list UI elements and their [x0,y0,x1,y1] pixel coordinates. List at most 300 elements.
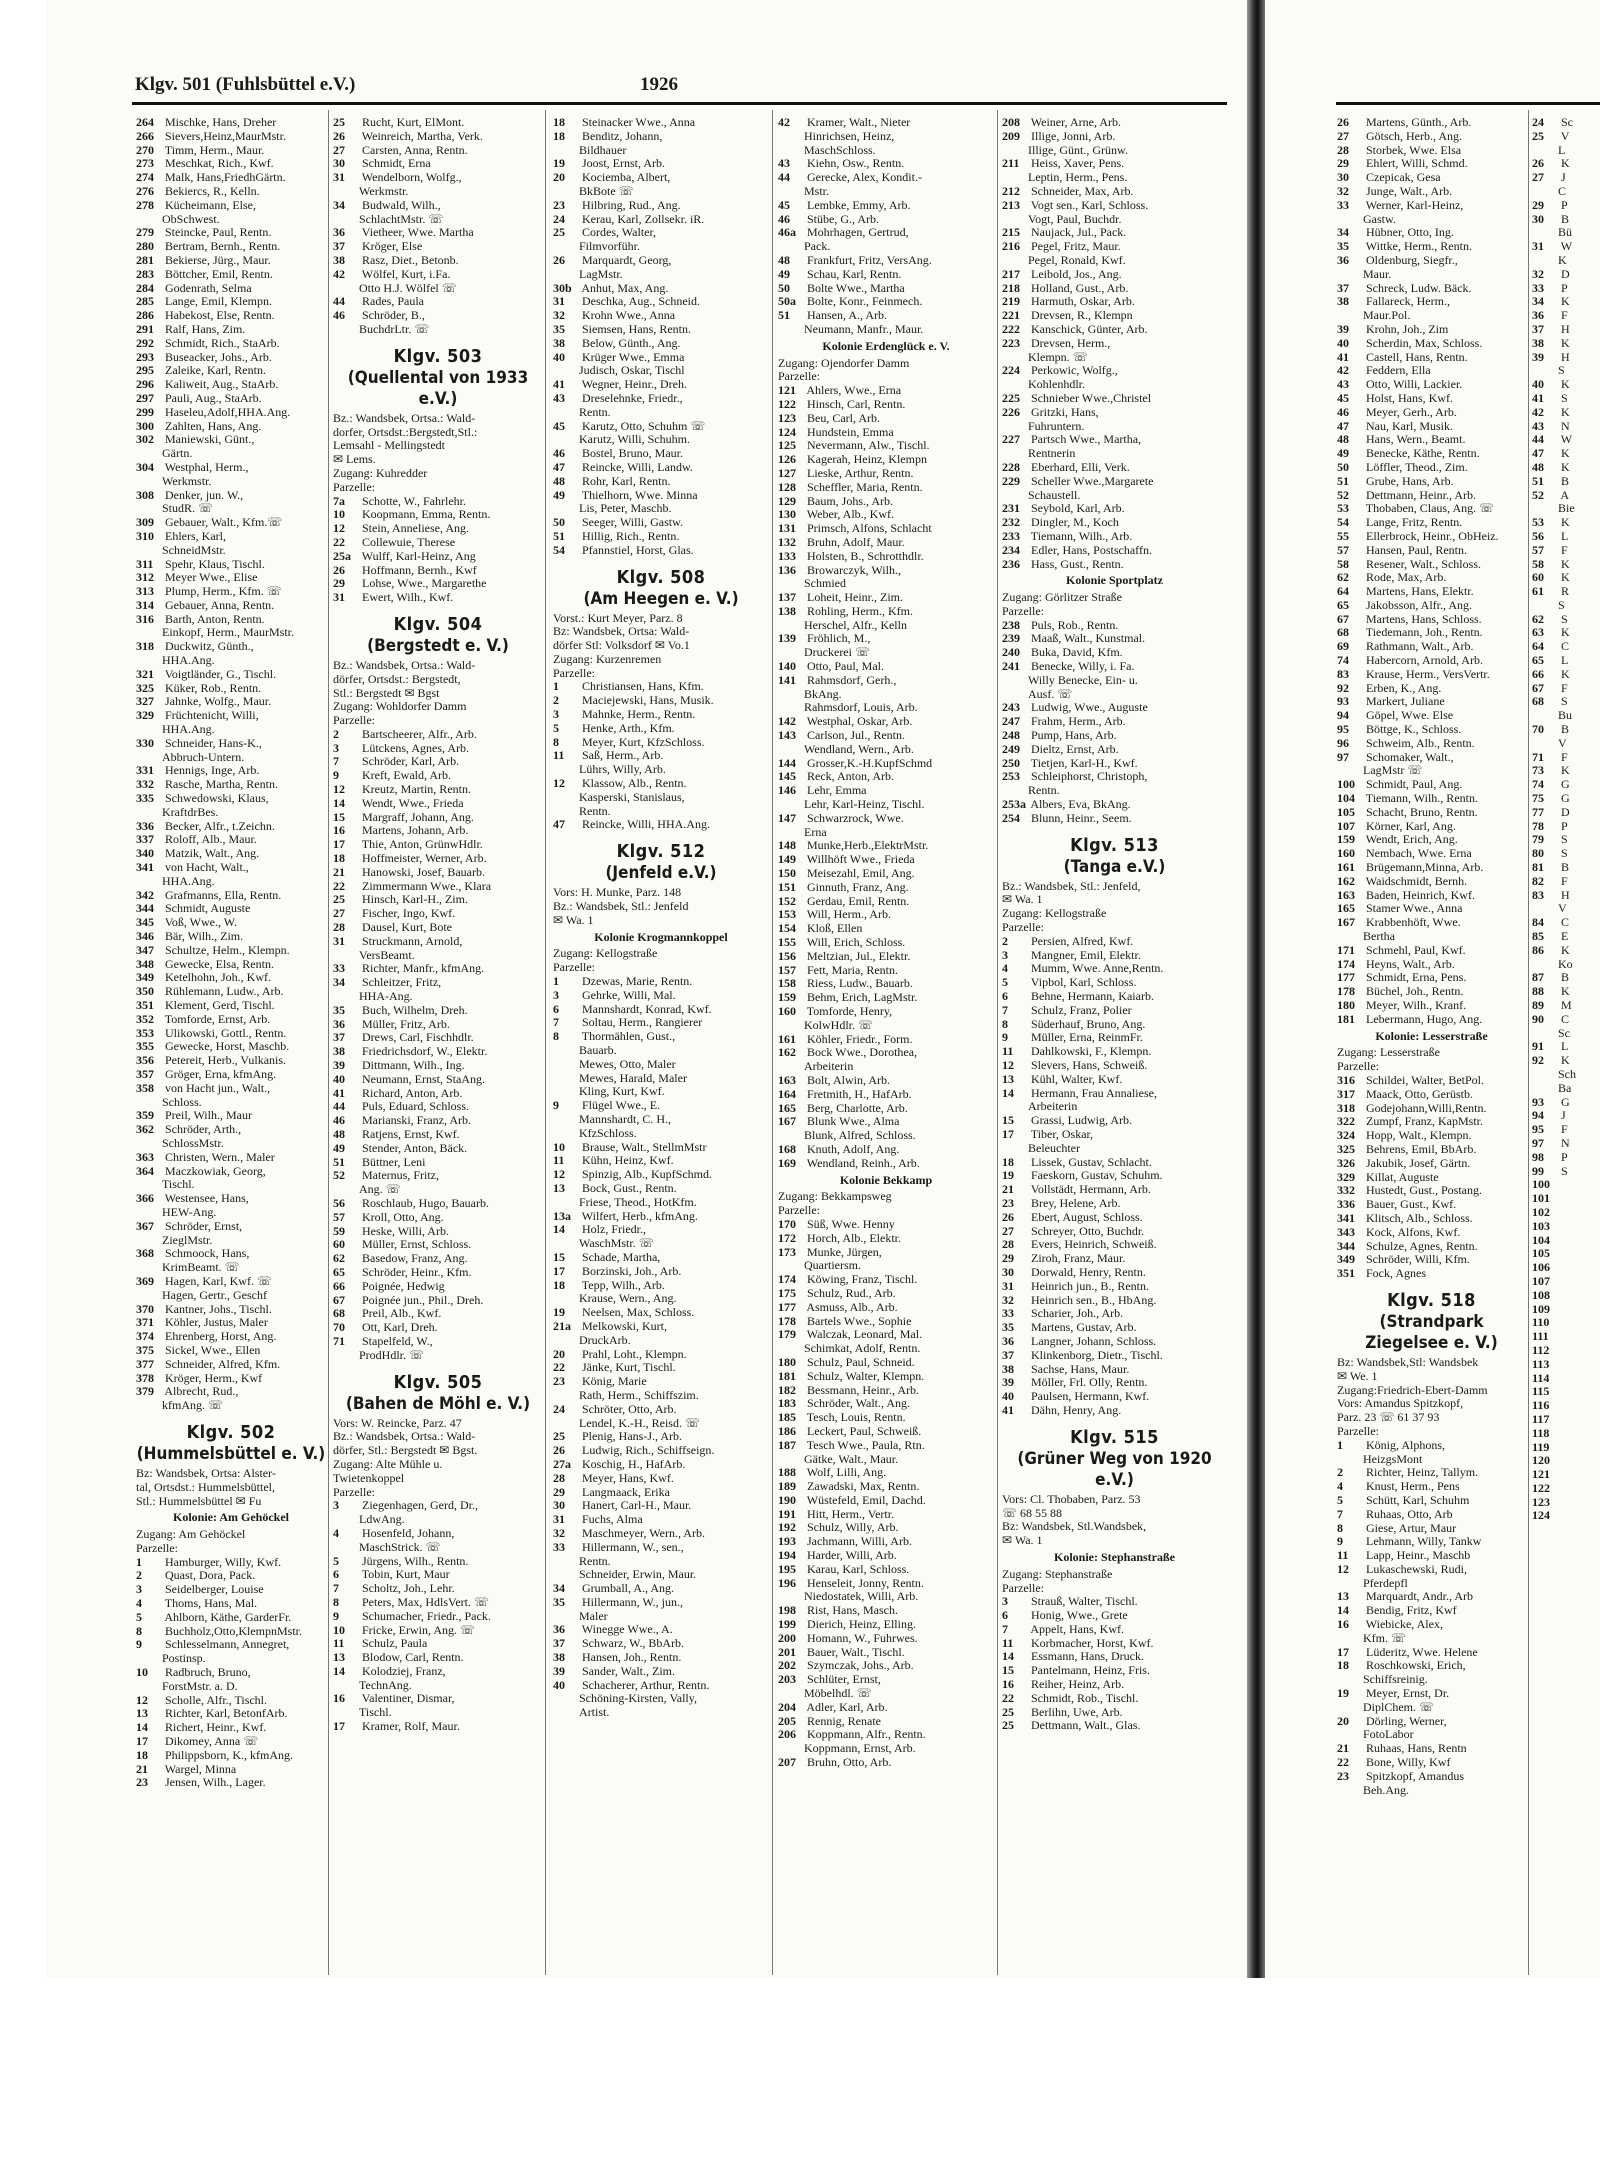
list-item [1337,1687,1526,1701]
list-item [553,1030,769,1044]
list-item [1337,820,1526,834]
list-item [553,1016,769,1030]
plot-number: 21 [1002,1183,1014,1197]
tenant-text: Körner, Karl, Ang. [1363,819,1456,833]
list-item [333,921,543,935]
list-item [553,680,769,694]
list-item [1532,282,1592,296]
plot-number: 13 [1002,1072,1014,1086]
list-item [333,1018,543,1032]
list-item [553,1182,769,1196]
tenant-text: Marquardt, Andr., Arb [1363,1590,1473,1604]
tenant-text: Nevermann, Alw., Tischl. [804,439,930,453]
list-item-continuation: Druckerei ☏ [804,646,870,660]
plot-number: 68 [1532,695,1544,709]
plot-number: 46 [333,309,345,323]
tenant-text: C [1558,1012,1570,1026]
plot-number: 190 [778,1493,796,1507]
list-item [553,1541,769,1555]
tenant-text: Reincke, Willi, HHA.Ang. [579,818,710,832]
list-item [1002,1169,1227,1183]
plot-number: 228 [1002,460,1020,474]
tenant-text: Kociemba, Albert, [579,171,671,185]
plot-number: 16 [333,1692,345,1706]
plot-number: 43 [778,157,790,171]
list-item [333,880,543,894]
tenant-text: Horch, Alb., Elektr. [804,1231,901,1245]
list-item [553,1472,769,1486]
tenant-text: Scherdin, Max, Schloss. [1363,336,1483,350]
plot-number: 10 [333,1623,345,1637]
plot-number: 40 [1337,336,1349,350]
plot-number: 88 [1532,985,1544,999]
plot-number: 11 [1337,1549,1349,1563]
list-item [136,1192,326,1206]
list-item [333,838,543,852]
plot-number: 75 [1532,792,1544,806]
tenant-text: L [1558,1040,1569,1054]
plot-number: 5 [333,1554,339,1568]
plot-number: 147 [778,811,796,825]
tenant-text: Bartels Wwe., Sophie [804,1314,912,1328]
tenant-text: K [1558,667,1570,681]
plot-number: 181 [778,1369,796,1383]
list-item [333,1321,543,1335]
list-item [136,1385,326,1399]
tenant-text: Willhöft Wwe., Frieda [804,853,915,867]
tenant-text: Kerau, Karl, Zollsekr. iR. [579,212,705,226]
plot-number: 378 [136,1371,154,1385]
list-item [1002,1706,1227,1720]
plot-number: 216 [1002,240,1020,254]
list-item [136,682,326,696]
list-item [136,295,326,309]
tenant-text: Scheller Wwe.,Margarete [1028,474,1154,488]
list-item [778,1701,994,1715]
plot-number: 331 [136,764,154,778]
plot-number: 1 [136,1555,142,1569]
list-item [778,1315,994,1329]
club-info-line: Twietenkoppel [333,1471,405,1485]
plot-number: 115 [1532,1385,1550,1399]
list-item-continuation: Schöning-Kirsten, Vally, [579,1692,697,1706]
tenant-text: Browarczyk, Wilh., [804,563,901,577]
tenant-text: Haseleu,Adolf,HHA.Ang. [162,405,291,419]
tenant-text: Heinrich jun., B., Rentn. [1028,1279,1149,1293]
tenant-text: Hoffmann, Bernh., Kwf [359,563,477,577]
tenant-text: Hillermann, W., sen., [579,1540,684,1554]
plot-number: 23 [1002,1196,1014,1210]
tenant-text: Jahnke, Wolfg., Maur. [162,695,272,709]
plot-number: 46 [333,1114,345,1128]
list-item [553,1306,769,1320]
club-info-line: Vors: H. Munke, Parz. 148 [553,886,682,900]
list-item [1532,654,1592,668]
plot-number: 8 [553,1030,559,1044]
tenant-text: Schneider, Alfred, Kfm. [162,1357,281,1371]
list-item [778,268,994,282]
list-item-continuation: S [1558,364,1565,378]
tenant-text: Partsch Wwe., Martha, [1028,433,1142,447]
running-header: Klgv. 501 (Fuhlsbüttel e.V.) [135,74,356,95]
list-item [778,171,994,185]
list-item [333,1294,543,1308]
plot-number: 187 [778,1438,796,1452]
list-item [553,1361,769,1375]
plot-number: 281 [136,253,154,267]
tenant-text: Dettmann, Heinr., Arb. [1363,488,1476,502]
list-item-continuation: Rahmsdorf, Louis, Arb. [804,701,918,715]
plot-number: 31 [1532,240,1544,254]
tenant-text: S [1558,1164,1568,1178]
list-item [1337,985,1526,999]
plot-number: 273 [136,157,154,171]
plot-number: 212 [1002,184,1020,198]
tenant-text: Czepicak, Gesa [1363,171,1441,185]
plot-number: 336 [136,819,154,833]
plot-number: 8 [333,1595,339,1609]
plot-number: 40 [1002,1390,1014,1404]
tenant-text: S [1558,695,1568,709]
list-item [553,226,769,240]
plot-number: 141 [778,673,796,687]
list-item [1532,171,1592,185]
tenant-text: J [1558,171,1566,185]
tenant-text: Schlesselmann, Annegret, [162,1638,290,1652]
plot-number: 129 [778,494,796,508]
list-item [136,516,326,530]
plot-number: 43 [1532,419,1544,433]
tenant-text: Scharier, Joh., Arb. [1028,1307,1124,1321]
list-item [553,1582,769,1596]
tenant-text: Berg, Charlotte, Arb. [804,1101,908,1115]
plot-number: 100 [1337,778,1355,792]
tenant-text: Margraff, Johann, Ang. [359,810,474,824]
tenant-text: Hübner, Otto, Ing. [1363,226,1454,240]
list-item-continuation: TechnAng. [359,1678,412,1692]
tenant-text: Werner, Karl-Heinz, [1363,198,1464,212]
list-item [136,1597,326,1611]
tenant-text: Collewuie, Therese [359,535,456,549]
plot-number: 140 [778,660,796,674]
list-item-continuation: WaschMstr. ☏ [579,1237,654,1251]
column-divider [328,110,329,1975]
tenant-text: Kock, Alfons, Kwf. [1363,1225,1461,1239]
tenant-text: Martens, Hans, Schloss. [1363,612,1482,626]
list-item [1002,729,1227,743]
plot-number: 336 [1337,1198,1355,1212]
list-item-continuation: LagMstr ☏ [1363,764,1423,778]
tenant-text: Kolodziej, Franz, [359,1664,446,1678]
tenant-text: Kücheimann, Else, [162,198,256,212]
list-item [1002,475,1227,489]
plot-number: 25 [333,116,345,129]
club-name: (Jenfeld e.V.) [605,863,717,884]
tenant-text: Stapelfeld, W., [359,1334,433,1348]
tenant-text: König, Alphons, [1363,1438,1446,1452]
plot-number: 308 [136,488,154,502]
tenant-text: Asmuss, Alb., Arb. [804,1300,898,1314]
plot-number: 51 [1532,474,1544,488]
list-item [1337,1756,1526,1770]
tenant-text: Maaß, Walt., Kunstmal. [1028,632,1146,646]
plot-number: 127 [778,466,796,480]
list-item [136,778,326,792]
tenant-text: K [1558,460,1570,474]
tenant-text: Schmoock, Hans, [162,1247,250,1261]
tenant-text: Schmidt, Erna [359,157,431,171]
plot-number: 238 [1002,618,1020,632]
plot-number: 41 [1337,350,1349,364]
tenant-text: Tesch, Louis, Rentn. [804,1411,906,1425]
list-item [1337,695,1526,709]
plot-number: 41 [333,1086,345,1100]
plot-number: 14 [553,1223,565,1237]
plot-number: 40 [553,350,565,364]
plot-number: 33 [333,962,345,976]
list-item [333,1238,543,1252]
club-info-line: Zugang: Lesserstraße [1337,1046,1440,1060]
tenant-text: Dittmann, Wilh., Ing. [359,1059,465,1073]
list-item [1532,695,1592,709]
list-item [778,922,994,936]
list-item [778,591,994,605]
list-item-continuation: Mewes, Harald, Maler [579,1071,687,1085]
list-item [778,784,994,798]
list-item [333,755,543,769]
list-item-continuation: Schaustell. [1028,488,1081,502]
list-item [1002,309,1227,323]
list-item [333,240,543,254]
list-item [136,268,326,282]
plot-number: 222 [1002,322,1020,336]
plot-number: 29 [1002,1252,1014,1266]
plot-number: 100 [1532,1178,1550,1192]
tenant-text: Lembke, Emmy, Arb. [804,198,911,212]
plot-number: 164 [778,1087,796,1101]
tenant-text: Pump, Hans, Arb. [1028,729,1117,743]
tenant-text: Stein, Anneliese, Ang. [359,522,469,536]
tenant-text: Stamer Wwe., Anna [1363,902,1463,916]
tenant-text: Dettmann, Walt., Glas. [1028,1719,1141,1733]
plot-number: 359 [136,1109,154,1123]
plot-number: 95 [1337,723,1349,737]
list-item-continuation: Bü [1558,226,1573,240]
list-item [1532,778,1592,792]
tenant-text: K [1558,626,1570,640]
plot-number: 52 [333,1169,345,1183]
list-item [778,522,994,536]
list-item [1532,875,1592,889]
plot-number: 42 [1337,364,1349,378]
plot-number: 153 [778,908,796,922]
tenant-text: Bock, Gust., Rentn. [579,1181,677,1195]
list-item [1337,902,1526,916]
plot-number: 30 [333,157,345,171]
plot-number: 325 [1337,1142,1355,1156]
tenant-text: Tiemann, Wilh., Arb. [1028,529,1133,543]
tenant-text: Harder, Willi, Arb. [804,1549,897,1563]
plot-number: 329 [136,709,154,723]
plot-number: 13 [553,1181,565,1195]
plot-number: 6 [1002,1609,1008,1623]
bottom-margin [0,1978,1600,2177]
list-item [1337,226,1526,240]
tenant-text: Primsch, Alfons, Schlacht [804,522,932,536]
plot-number: 264 [136,116,154,129]
list-item [778,199,994,213]
list-item [1002,502,1227,516]
list-item [1532,1137,1592,1151]
plot-number: 24 [553,1402,565,1416]
list-item [333,1665,543,1679]
tenant-text: Richter, Manfr., kfmAng. [359,962,485,976]
list-item [1337,295,1526,309]
list-item [553,351,769,365]
club-number: Klgv. 502 [186,1421,276,1443]
plot-number: 4 [1002,962,1008,976]
tenant-text: Bertram, Bernh., Rentn. [162,240,281,254]
plot-number: 119 [1532,1440,1550,1454]
list-item [1532,1358,1592,1372]
tenant-text: Joost, Ernst, Arb. [579,157,666,171]
tenant-text: Maschmeyer, Wern., Arb. [579,1526,705,1540]
plot-number: 8 [1002,1017,1008,1031]
tenant-text: Thobaben, Claus, Ang. ☏ [1363,502,1495,516]
tenant-text: Meisezahl, Emil, Ang. [804,867,915,881]
tenant-text: Brügemann,Minna, Arb. [1363,861,1484,875]
tenant-text: Tietjen, Karl-H., Kwf. [1028,756,1138,770]
tenant-text: S [1558,833,1568,847]
tenant-text: K [1558,1054,1570,1068]
plot-number: 36 [553,1623,565,1637]
list-item [1337,447,1526,461]
list-item [1532,613,1592,627]
club-number: Klgv. 515 [1070,1426,1159,1448]
list-item [1002,976,1227,990]
plot-number: 69 [1337,640,1349,654]
plot-number: 38 [1532,336,1544,350]
plot-number: 170 [778,1217,796,1231]
plot-number: 39 [333,1059,345,1073]
list-item [778,213,994,227]
list-item-continuation: Artist. [579,1706,610,1720]
list-item [778,467,994,481]
tenant-text: Peters, Max, HdlsVert. ☏ [359,1595,489,1609]
plot-number: 191 [778,1507,796,1521]
plot-number: 78 [1532,819,1544,833]
plot-number: 194 [778,1549,796,1563]
plot-number: 178 [1337,985,1355,999]
plot-number: 34 [553,1582,565,1596]
plot-number: 221 [1002,309,1020,323]
list-item-continuation: V [1558,902,1567,916]
list-item-continuation: LdwAng. [359,1513,405,1527]
list-item [136,420,326,434]
tenant-text: Hopp, Walt., Klempn. [1363,1129,1472,1143]
list-item [333,171,543,185]
plot-number: 20 [553,1347,565,1361]
tenant-text: Lehr, Emma [804,784,867,798]
tenant-text: Schmidt, Paul, Ang. [1363,778,1463,792]
tenant-text: Hanowski, Josef, Bauarb. [359,865,485,879]
tenant-text: Dzewas, Marie, Rentn. [579,975,693,989]
plot-number: 377 [136,1357,154,1371]
list-item [553,489,769,503]
list-item [553,130,769,144]
plot-number: 37 [553,1637,565,1651]
tenant-text: Melkowski, Kurt, [579,1319,667,1333]
plot-number: 63 [1532,626,1544,640]
list-item [136,1358,326,1372]
list-item [136,1013,326,1027]
list-item [1002,392,1227,406]
plot-number: 27 [333,143,345,157]
club-info-line: Zugang: Bekkampsweg [778,1190,892,1204]
plot-number: 344 [1337,1239,1355,1253]
list-item [1002,962,1227,976]
list-item [136,985,326,999]
list-item [1002,1128,1227,1142]
plot-number: 146 [778,784,796,798]
tenant-text: Bone, Willy, Kwf [1363,1756,1451,1770]
plot-number: 185 [778,1411,796,1425]
plot-number: 19 [553,1306,565,1320]
tenant-text: Schröder, Arth., [162,1123,242,1137]
list-item-continuation: Kohlenhdlr. [1028,378,1085,392]
plot-number: 286 [136,309,154,323]
list-item [136,351,326,365]
list-item [136,1372,326,1386]
list-item [778,1549,994,1563]
plot-number: 49 [1337,447,1349,461]
plot-number: 330 [136,736,154,750]
list-item [1337,792,1526,806]
list-item [1002,1183,1227,1197]
plot-number: 209 [1002,129,1020,143]
list-item [136,1220,326,1234]
list-item [1002,268,1227,282]
plot-number: 44 [778,171,790,185]
tenant-text: Schwarzrock, Wwe. [804,811,904,825]
list-item [1002,1719,1227,1733]
plot-number: 232 [1002,516,1020,530]
list-item [1337,378,1526,392]
list-item [1532,447,1592,461]
list-item [778,1632,994,1646]
plot-number: 34 [1532,295,1544,309]
tenant-text: W [1558,433,1573,447]
list-item [136,1776,326,1790]
list-item [778,1033,994,1047]
list-item-continuation: HHA.Ang. [162,654,215,668]
list-item [333,1128,543,1142]
tenant-text: Göpel, Wwe. Else [1363,709,1454,723]
list-item [136,764,326,778]
plot-number: 200 [778,1631,796,1645]
plot-number: 7 [1002,1622,1008,1636]
plot-number: 80 [1532,847,1544,861]
plot-number: 29 [333,577,345,591]
club-info-line: Vors: W. Reincke, Parz. 47 [333,1416,462,1430]
tenant-text: Ludwig, Rich., Schiffseign. [579,1444,715,1458]
plot-number: 123 [778,411,796,425]
list-item-continuation: Werkmstr. [162,474,212,488]
tenant-text: Tomforde, Henry, [804,1005,893,1018]
plot-number: 16 [1002,1678,1014,1692]
plot-number: 1 [1337,1438,1343,1452]
tenant-text: Ruhaas, Hans, Rentn [1363,1742,1467,1756]
